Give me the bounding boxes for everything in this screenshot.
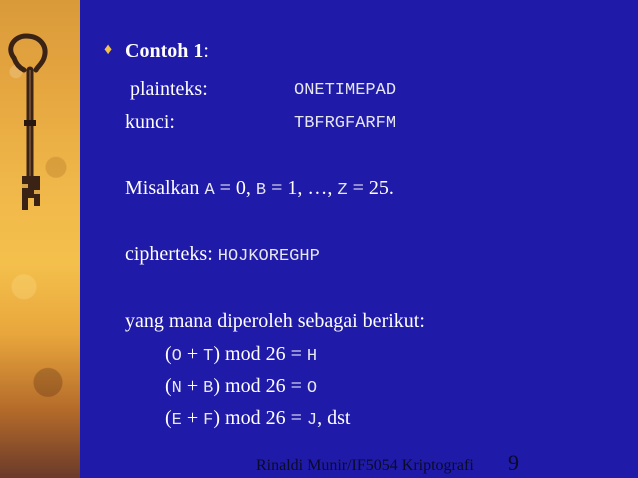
- eq-letter: F: [203, 411, 214, 430]
- eq-letter: T: [203, 347, 214, 366]
- mapping-text: = 1, …,: [266, 177, 338, 199]
- heading-colon: :: [203, 40, 209, 62]
- eq-result: O: [306, 379, 318, 398]
- eq-result: J: [306, 411, 318, 430]
- decorative-strip: [0, 0, 80, 478]
- mapping-letter-b: B: [255, 181, 267, 200]
- eq-plus: +: [181, 343, 204, 365]
- plaintext-label: plainteks:: [130, 78, 208, 100]
- eq-mod: ) mod 26 =: [213, 343, 307, 365]
- heading: [125, 39, 209, 63]
- page-number: 9: [508, 450, 519, 475]
- equation-row: [165, 374, 317, 401]
- mapping-text: = 0,: [214, 177, 256, 199]
- footer-credit: Rinaldi Munir/IF5054 Kriptografi: [256, 457, 474, 474]
- eq-mod: ) mod 26 =: [213, 407, 307, 429]
- eq-letter: B: [203, 379, 214, 398]
- eq-paren: (: [165, 407, 172, 429]
- eq-result: H: [306, 347, 318, 366]
- key-value: TBFRGFARFM: [294, 114, 397, 133]
- ciphertext-label: cipherteks:: [125, 243, 218, 265]
- equation-row: [165, 342, 317, 369]
- mapping-letter-z: Z: [337, 181, 348, 200]
- mapping-letter-a: A: [204, 181, 215, 200]
- derivation-intro: yang mana diperoleh sebagai berikut:: [125, 310, 425, 332]
- ciphertext-line: [125, 242, 320, 269]
- key-label: kunci:: [125, 111, 175, 133]
- bullet-diamond-icon: ♦: [104, 41, 113, 58]
- mapping-line: [125, 176, 394, 203]
- plaintext-value: ONETIMEPAD: [294, 81, 397, 100]
- eq-paren: (: [165, 343, 172, 365]
- eq-letter: O: [171, 347, 182, 366]
- ciphertext-value: HOJKOREGHP: [217, 247, 320, 266]
- mapping-text: Misalkan: [125, 177, 205, 199]
- eq-letter: N: [171, 379, 182, 398]
- mapping-text: = 25.: [347, 177, 394, 199]
- heading-title: Contoh 1: [125, 40, 204, 62]
- eq-letter: E: [171, 411, 182, 430]
- eq-plus: +: [181, 375, 204, 397]
- old-key-icon: [0, 0, 80, 478]
- equation-row: [165, 406, 350, 433]
- eq-mod: ) mod 26 =: [213, 375, 307, 397]
- eq-plus: +: [181, 407, 204, 429]
- eq-paren: (: [165, 375, 172, 397]
- eq-tail: , dst: [317, 407, 351, 429]
